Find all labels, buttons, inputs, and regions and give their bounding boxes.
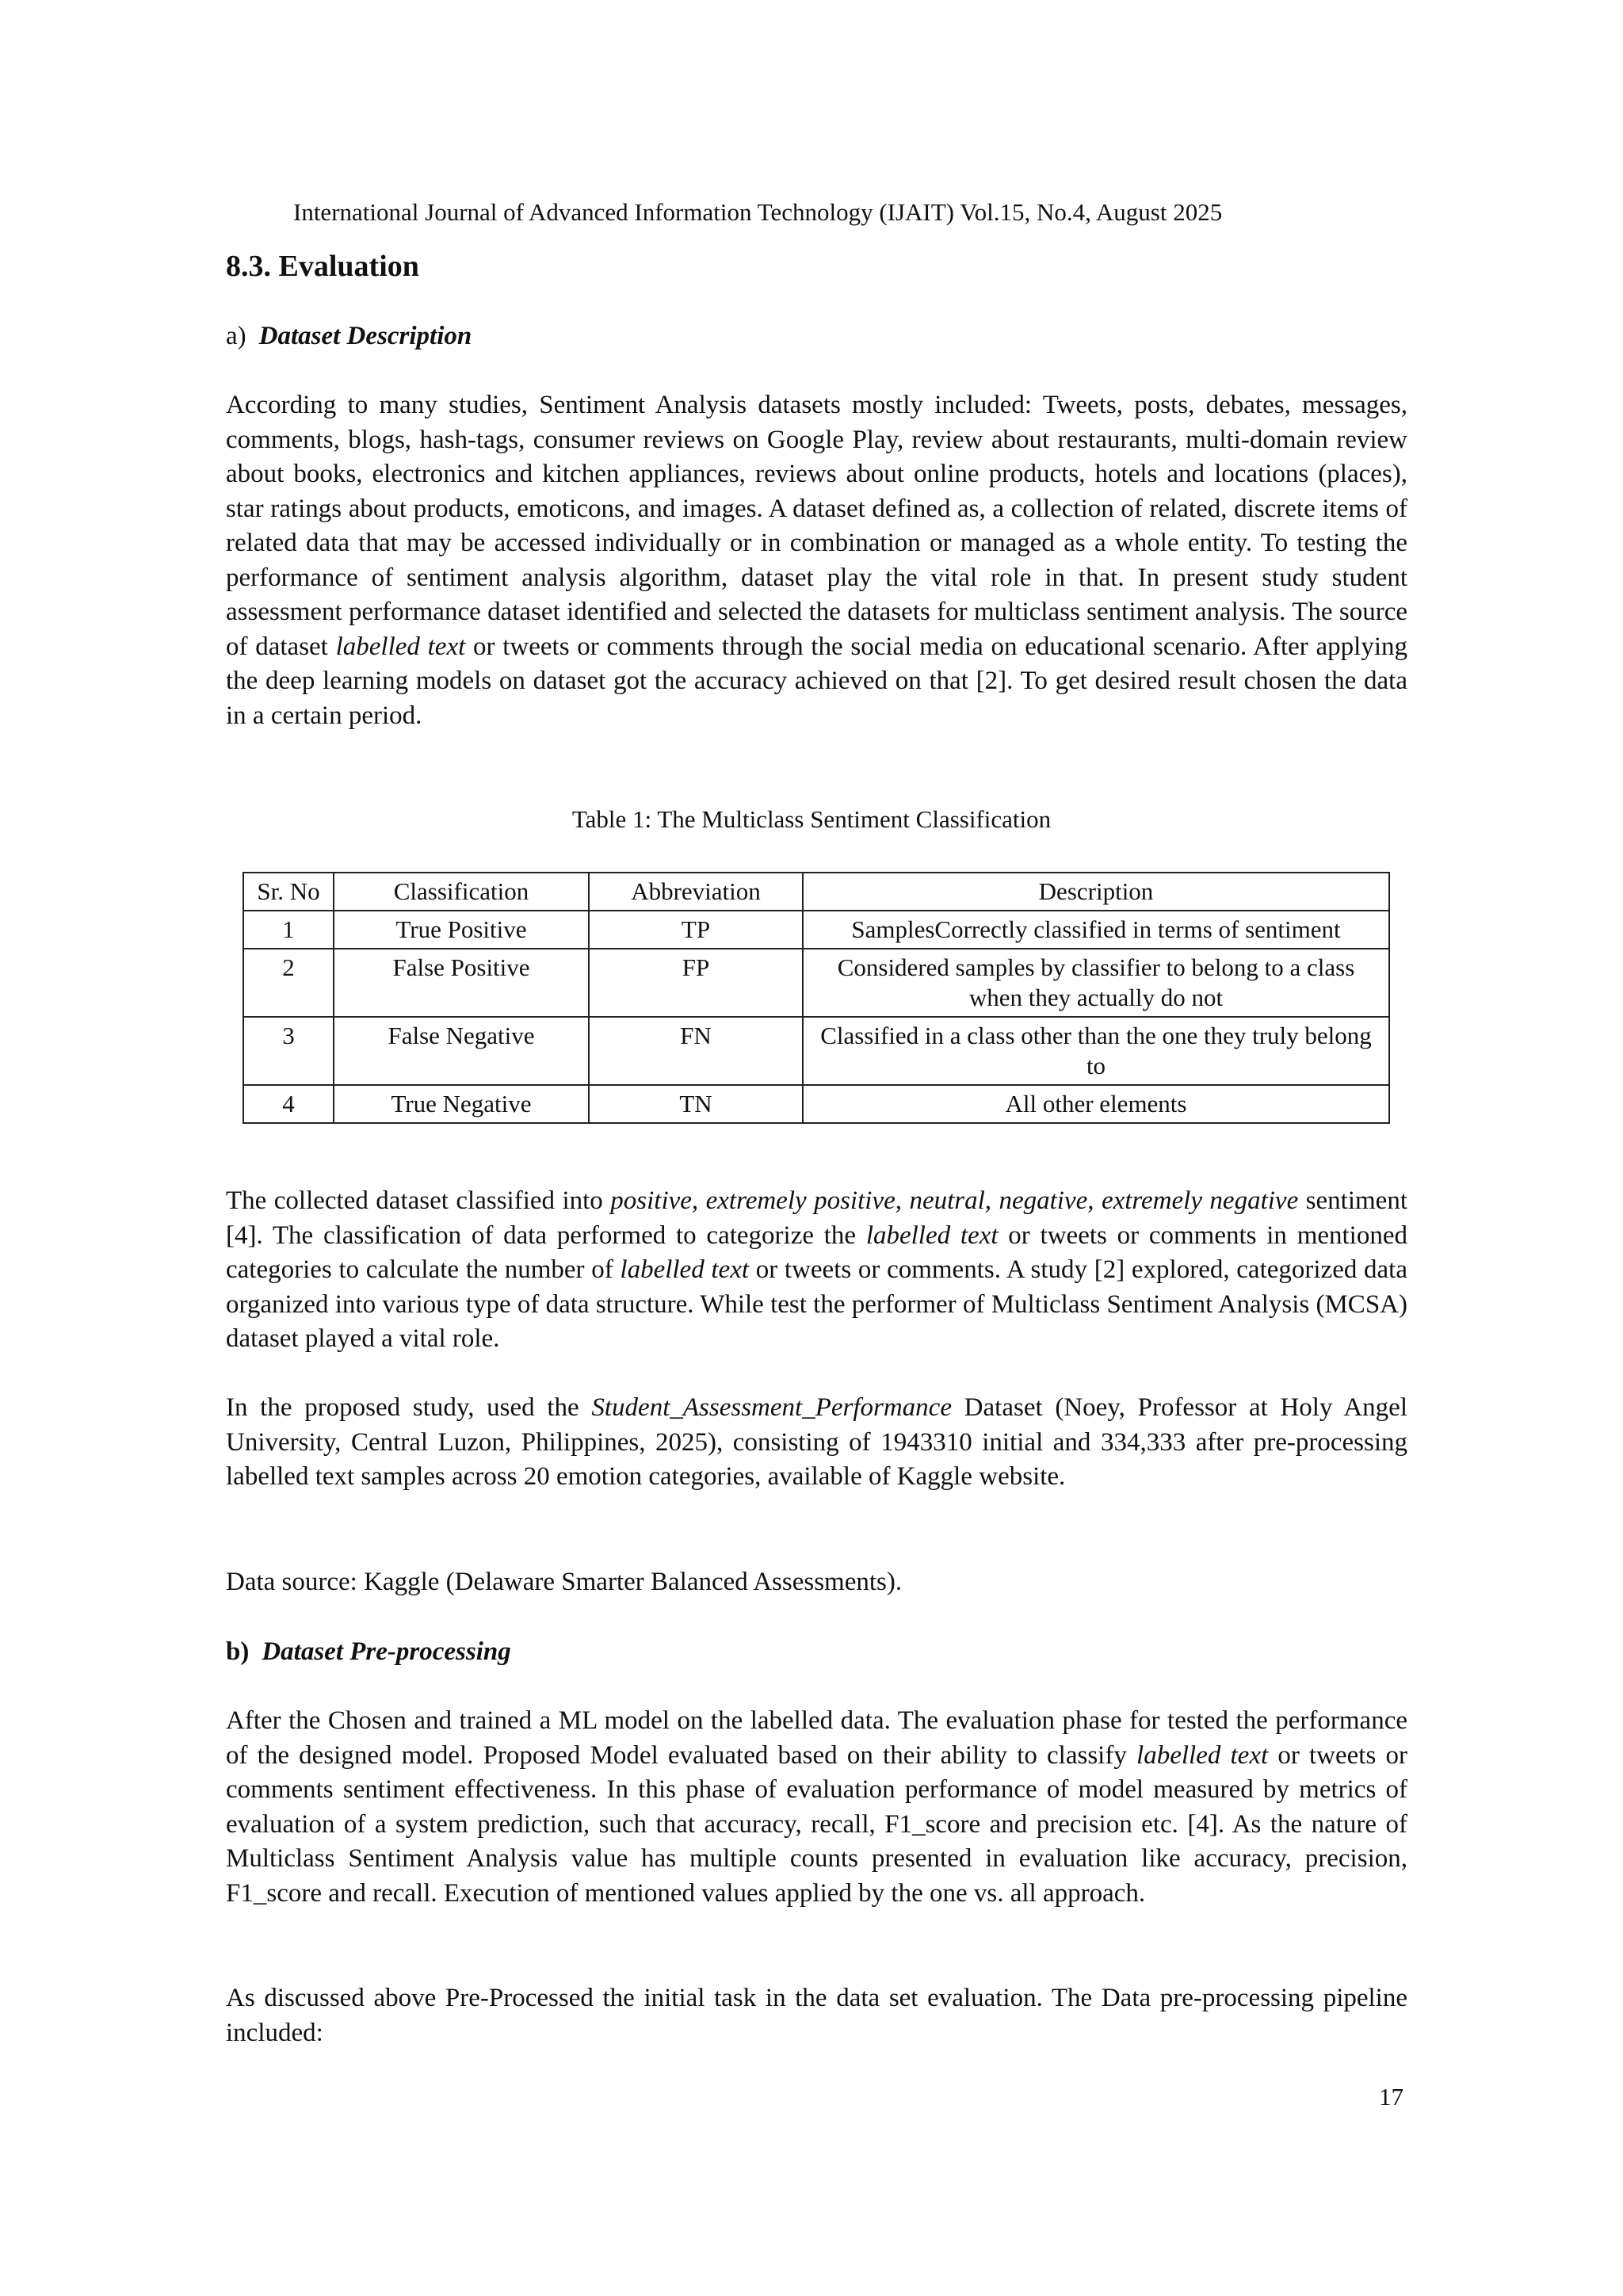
cell-sr: 2	[243, 949, 334, 1017]
cell-description: SamplesCorrectly classified in terms of sentiment	[803, 911, 1389, 949]
table-header-row	[243, 873, 1389, 911]
subsection-b-heading	[226, 1634, 511, 1669]
subsection-a-prefix: a)	[226, 322, 246, 350]
text-run: or tweets or comments through the social media on educational scenario. After applying the deep learning models on dataset got the accuracy achieved on that [2]. To get desired result chosen the data in a certain period.	[226, 632, 1408, 730]
paragraph-pipeline	[226, 1981, 1407, 2050]
page-number: 17	[1379, 2083, 1403, 2111]
data-source-text: Data source: Kaggle (Delaware Smarter Balanced Assessments).	[226, 1568, 903, 1596]
running-header: International Journal of Advanced Information Technology (IJAIT) Vol.15, No.4, August 2025	[293, 198, 1223, 226]
emphasis-run: Student_Assessment_Performance	[591, 1393, 952, 1422]
cell-description: Classified in a class other than the one they truly belong to	[803, 1017, 1389, 1085]
emphasis-run: labelled text	[335, 632, 466, 661]
header-sr-no: Sr. No	[243, 873, 334, 911]
text-run: or tweets or comments sentiment effectiveness. In this phase of evaluation performance of model measured by metrics of evaluation of a system prediction, such that accuracy, recall, F1_score and precision etc. [4]. As the nature of Multiclass Sentiment Analysis value has multiple counts presented in evaluation like accuracy, precision, F1_score and recall. Execution of mentioned values applied by the one vs. all approach.	[226, 1740, 1407, 1908]
emphasis-run: labelled text	[620, 1255, 750, 1284]
cell-classification: True Negative	[334, 1085, 589, 1123]
cell-classification: False Negative	[334, 1017, 589, 1085]
subsection-a-title: Dataset Description	[258, 322, 472, 350]
subsection-b-title: Dataset Pre-processing	[262, 1637, 511, 1666]
pipeline-text: As discussed above Pre-Processed the initial task in the data set evaluation. The Data pre-processing pipeline included:	[226, 1984, 1407, 2047]
cell-abbreviation: FN	[589, 1017, 803, 1085]
text-run: In the proposed study, used the	[226, 1393, 592, 1422]
cell-description: Considered samples by classifier to belong to a class when they actually do not	[803, 949, 1389, 1017]
header-description: Description	[803, 873, 1389, 911]
table-row	[243, 1085, 1389, 1123]
section-title: 8.3. Evaluation	[226, 250, 419, 283]
header-abbreviation: Abbreviation	[589, 873, 803, 911]
text-run: After the Chosen and trained a ML model on the labelled data. The evaluation phase for tested the performance of the designed model. Proposed Model evaluated based on their ability to classify	[226, 1706, 1407, 1770]
cell-abbreviation: FP	[589, 949, 803, 1017]
table-row	[243, 949, 1389, 1017]
cell-sr: 1	[243, 911, 334, 949]
cell-classification: False Positive	[334, 949, 589, 1017]
text-run: The collected dataset classified into	[226, 1186, 611, 1215]
emphasis-run: labelled text	[1136, 1740, 1269, 1770]
cell-classification: True Positive	[334, 911, 589, 949]
subsection-a-heading	[226, 319, 472, 353]
text-run: Dataset (Noey, Professor at Holy Angel University, Central Luzon, Philippines, 2025), consisting of 1943310 initial and 334,333 after pre-processing labelled text samples across 20 emotion categories, available of Kaggle website.	[226, 1393, 1407, 1491]
table-caption: Table 1: The Multiclass Sentiment Classification	[571, 805, 1052, 833]
table-row	[243, 911, 1389, 949]
cell-sr: 3	[243, 1017, 334, 1085]
cell-abbreviation: TP	[589, 911, 803, 949]
text-run: sentiment [4]. The classification of data performed to categorize the	[226, 1186, 1407, 1250]
emphasis-run: positive, extremely positive, neutral, negative, extremely negative	[610, 1186, 1299, 1215]
paragraph-data-source	[226, 1565, 1407, 1600]
classification-table	[242, 872, 1390, 1124]
subsection-b-prefix: b)	[226, 1637, 250, 1666]
cell-description: All other elements	[803, 1085, 1389, 1123]
paragraph-proposed-study	[226, 1391, 1407, 1495]
emphasis-run: labelled text	[865, 1221, 999, 1250]
paragraph-dataset-description	[226, 388, 1407, 733]
text-run: or tweets or comments in mentioned categories to calculate the number of	[226, 1221, 1407, 1284]
cell-sr: 4	[243, 1085, 334, 1123]
text-run: According to many studies, Sentiment Analysis datasets mostly included: Tweets, posts, debates, messages, comments, blogs, hash-tags, consumer reviews on Google Play, review about restaurants, multi-domain review about books, electronics and kitchen appliances, reviews about online products, hotels and locations (places), star ratings about products, emoticons, and images. A dataset defined as, a collection of related, discrete items of related data that may be accessed individually or in combination or managed as a whole entity. To testing the performance of sentiment analysis algorithm, dataset play the vital role in that. In present study student assessment performance dataset identified and selected the datasets for multiclass sentiment analysis. The source of dataset	[226, 391, 1407, 661]
table-row	[243, 1017, 1389, 1085]
cell-abbreviation: TN	[589, 1085, 803, 1123]
paragraph-classification	[226, 1184, 1407, 1357]
text-run: or tweets or comments. A study [2] explored, categorized data organized into various type of data structure. While test the performer of Multiclass Sentiment Analysis (MCSA) dataset played a vital role.	[226, 1255, 1407, 1353]
paragraph-preprocessing	[226, 1704, 1407, 1911]
header-classification: Classification	[334, 873, 589, 911]
